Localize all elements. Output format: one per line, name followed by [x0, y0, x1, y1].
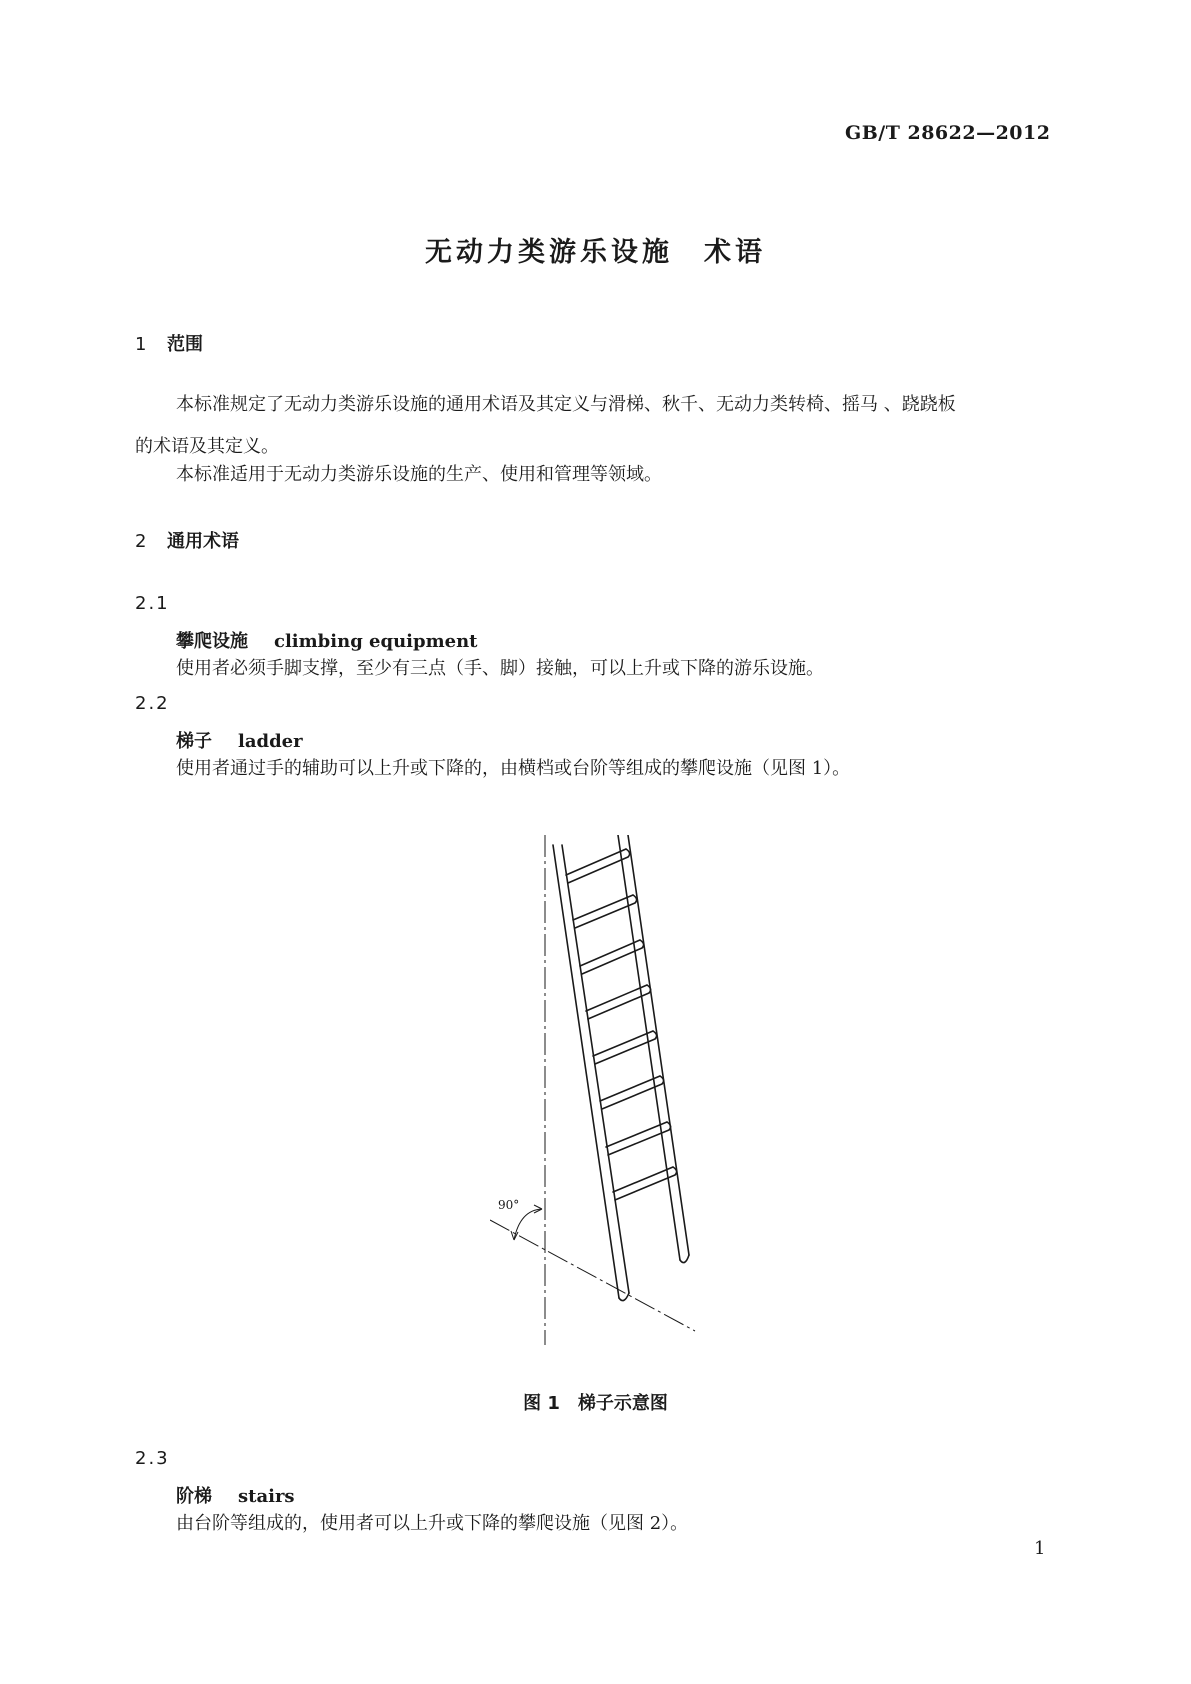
section-1-title: 范围	[167, 334, 203, 355]
term-2-2-definition: 使用者通过手的辅助可以上升或下降的，由横档或台阶等组成的攀爬设施（见图 1）。	[176, 758, 851, 779]
ladder-right-rail-foot	[680, 1255, 689, 1263]
angle-label: 90°	[498, 1198, 520, 1212]
angle-arc	[514, 1209, 542, 1240]
document-code: GB/T 28622—2012	[845, 122, 1051, 144]
section-2-heading	[135, 527, 239, 553]
section-2-number: 2	[135, 531, 147, 552]
ground-reference-line	[490, 1220, 695, 1331]
clause-2-3-number: 2.3	[135, 1448, 170, 1469]
figure-1-caption: 图 1 梯子示意图	[523, 1393, 668, 1414]
document-title: 无动力类游乐设施 术语	[425, 237, 766, 268]
section-1-number: 1	[135, 334, 147, 355]
term-2-1	[176, 627, 478, 653]
ladder-figure	[490, 835, 700, 1355]
ladder-right-rail-back	[628, 835, 689, 1255]
scope-paragraph-2: 本标准适用于无动力类游乐设施的生产、使用和管理等领域。	[176, 464, 662, 485]
angle-arrow-left	[511, 1231, 518, 1240]
clause-2-2-number: 2.2	[135, 693, 170, 714]
clause-2-1-number: 2.1	[135, 593, 170, 614]
term-2-3	[176, 1482, 295, 1508]
term-2-1-definition: 使用者必须手脚支撑，至少有三点（手、脚）接触，可以上升或下降的游乐设施。	[176, 658, 824, 679]
term-2-2	[176, 727, 303, 753]
term-2-3-definition: 由台阶等组成的，使用者可以上升或下降的攀爬设施（见图 2）。	[176, 1513, 689, 1534]
scope-paragraph-1-line-2: 的术语及其定义。	[135, 436, 279, 457]
ladder-rungs	[566, 849, 677, 1200]
page-number: 1	[1034, 1538, 1046, 1559]
term-2-2-zh: 梯子	[176, 731, 212, 752]
ladder-left-rail-foot	[619, 1293, 629, 1301]
term-2-1-en: climbing equipment	[274, 631, 478, 652]
ladder-right-rail-front	[618, 835, 680, 1260]
section-1-heading	[135, 330, 203, 356]
term-2-3-en: stairs	[238, 1486, 295, 1507]
section-2-title: 通用术语	[167, 531, 239, 552]
term-2-2-en: ladder	[238, 731, 303, 752]
scope-paragraph-1-line-1: 本标准规定了无动力类游乐设施的通用术语及其定义与滑梯、秋千、无动力类转椅、摇马 、跷跷板	[176, 394, 956, 415]
term-2-1-zh: 攀爬设施	[176, 631, 248, 652]
ladder-left-rail-back	[562, 845, 629, 1293]
term-2-3-zh: 阶梯	[176, 1486, 212, 1507]
